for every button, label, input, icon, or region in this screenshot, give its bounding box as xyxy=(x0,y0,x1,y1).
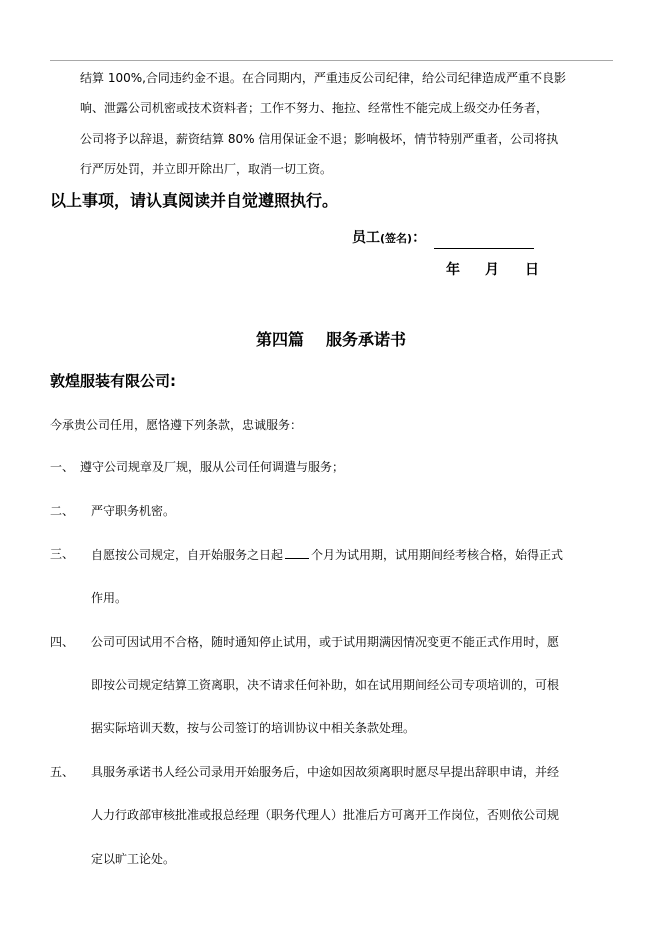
item-line: 遵守公司规章及厂规，服从公司任何调遣与服务； xyxy=(80,460,345,474)
item-line: 据实际培训天数，按与公司签订的培训协议中相关条款处理。 xyxy=(91,721,416,735)
closing-statement: 以上事项，请认真阅读并自觉遵照执行。 xyxy=(50,191,339,210)
item-line: 作用。 xyxy=(91,591,128,605)
item-line: 公司可因试用不合格，随时通知停止试用，或于试用期满因情况变更不能正式作用时，愿 xyxy=(91,635,560,649)
page-header-rule xyxy=(50,60,613,61)
date-day: 日 xyxy=(525,262,539,278)
section-title: 服务承诺书 xyxy=(326,330,407,349)
item-number: 五、 xyxy=(50,765,75,779)
item-number: 四、 xyxy=(50,635,75,649)
date-year: 年 xyxy=(446,262,460,278)
probation-months-blank[interactable] xyxy=(285,546,309,559)
item-line: 定以旷工论处。 xyxy=(91,852,176,866)
item-line-with-blank xyxy=(91,546,563,563)
previous-section-line-3: 公司将予以辞退，薪资结算 80% 信用保证金不退；影响极坏，情节特别严重者，公司将执 xyxy=(80,132,559,146)
addressee-company: 敦煌服装有限公司: xyxy=(50,372,176,390)
item-line: 严守职务机密。 xyxy=(91,504,176,518)
intro-paragraph: 今承贵公司任用，愿恪遵下列条款，忠诚服务： xyxy=(50,418,303,432)
signature-blank[interactable] xyxy=(434,234,534,249)
previous-section-line-4: 行严厉处罚，并立即开除出厂，取消一切工资。 xyxy=(80,162,333,176)
previous-section-line-2: 响、泄露公司机密或技术资料者；工作不努力、拖拉、经常性不能完成上级交办任务者， xyxy=(80,101,549,115)
item-number: 一、 xyxy=(50,460,75,474)
previous-section-line-1: 结算 100%,合同违约金不退。在合同期内，严重违反公司纪律，给公司纪律造成严重不良影 xyxy=(80,71,566,85)
date-month: 月 xyxy=(485,262,499,278)
item-line: 人力行政部审核批准或报总经理（职务代理人）批准后方可离开工作岗位，否则依公司规 xyxy=(91,808,560,822)
item-number: 三、 xyxy=(50,547,75,561)
signature-colon: ： xyxy=(412,230,427,246)
section-heading xyxy=(0,330,662,350)
item-text-after-blank: 个月为试用期，试用期间经考核合格，始得正式 xyxy=(311,548,564,562)
item-line: 具服务承诺书人经公司录用开始服务后，中途如因故须离职时愿尽早提出辞职申请，并经 xyxy=(91,765,560,779)
item-line: 即按公司规定结算工资离职，决不请求任何补助，如在试用期间经公司专项培训的，可根 xyxy=(91,678,560,692)
section-part-number: 第四篇 xyxy=(255,330,304,349)
employee-label: 员工 xyxy=(352,230,380,246)
signature-sub-label: (签名) xyxy=(380,232,413,245)
item-number: 二、 xyxy=(50,504,75,518)
item-text-before-blank: 自愿按公司规定，自开始服务之日起 xyxy=(91,548,284,562)
employee-signature-line xyxy=(352,228,534,249)
